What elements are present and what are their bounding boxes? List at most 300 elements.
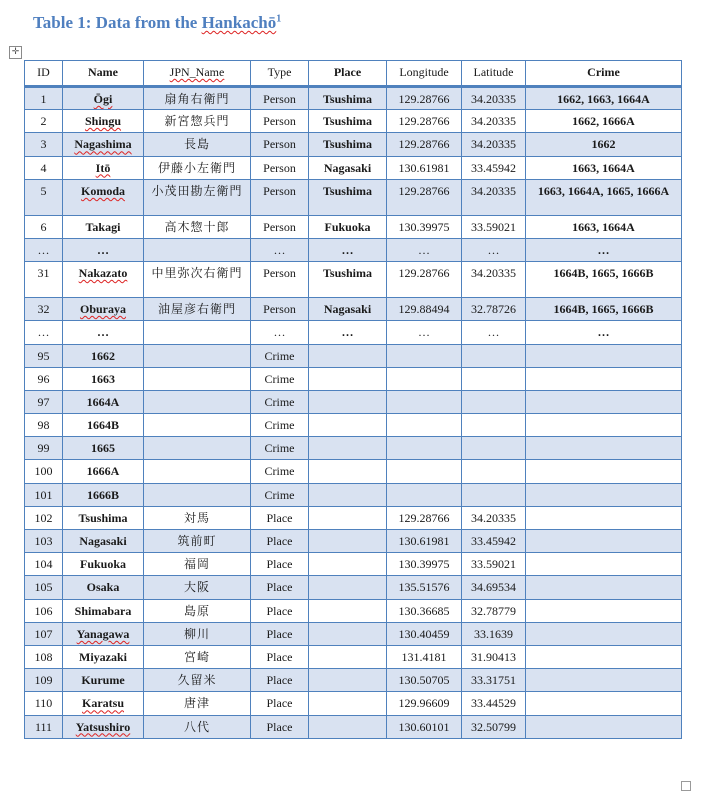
cell-longitude[interactable]: [387, 715, 462, 738]
cell-place[interactable]: [309, 298, 387, 321]
cell-id[interactable]: [25, 238, 63, 261]
cell-name[interactable]: [63, 437, 144, 460]
cell-jpn-name[interactable]: [144, 238, 251, 261]
cell-type[interactable]: [251, 87, 309, 110]
cell-type[interactable]: [251, 110, 309, 133]
cell-latitude-text: 33.31751: [471, 673, 516, 688]
cell-jpn-name-text: 柳川: [183, 626, 210, 641]
cell-type-text: Person: [263, 183, 296, 198]
table-row: [25, 262, 682, 298]
cell-crime[interactable]: [526, 156, 682, 179]
cell-longitude[interactable]: [387, 298, 462, 321]
data-table: [24, 60, 682, 739]
cell-crime-text: …: [597, 325, 610, 340]
cell-longitude-text: …: [418, 242, 430, 257]
cell-name[interactable]: [63, 298, 144, 321]
cell-id[interactable]: [25, 321, 63, 344]
cell-type[interactable]: [251, 553, 309, 576]
cell-place[interactable]: [309, 669, 387, 692]
cell-crime[interactable]: [526, 553, 682, 576]
cell-jpn-name[interactable]: [144, 87, 251, 110]
cell-jpn-name[interactable]: [144, 483, 251, 506]
cell-longitude[interactable]: [387, 599, 462, 622]
cell-longitude[interactable]: [387, 215, 462, 238]
cell-place[interactable]: [309, 576, 387, 599]
cell-latitude[interactable]: [462, 437, 526, 460]
header-id[interactable]: ID: [25, 61, 63, 87]
cell-latitude[interactable]: [462, 298, 526, 321]
cell-crime[interactable]: [526, 669, 682, 692]
cell-place[interactable]: [309, 367, 387, 390]
cell-jpn-name[interactable]: [144, 344, 251, 367]
cell-place[interactable]: [309, 506, 387, 529]
cell-id-text: …: [37, 325, 50, 340]
cell-jpn-name[interactable]: [144, 298, 251, 321]
cell-name[interactable]: [63, 110, 144, 133]
cell-id-text: 106: [34, 603, 53, 618]
cell-type-text: Person: [263, 160, 296, 175]
cell-name-text: 1665: [91, 441, 115, 456]
cell-longitude[interactable]: [387, 553, 462, 576]
cell-id[interactable]: [25, 298, 63, 321]
cell-jpn-name[interactable]: [144, 133, 251, 156]
cell-latitude[interactable]: [462, 344, 526, 367]
cell-type[interactable]: [251, 238, 309, 261]
cell-id[interactable]: [25, 715, 63, 738]
cell-jpn-name-text: 伊藤小左衛門: [157, 160, 236, 175]
cell-name-text: Shimabara: [74, 603, 132, 618]
cell-latitude-text: 33.44529: [471, 696, 516, 711]
header-latitude[interactable]: Latitude: [462, 61, 526, 87]
cell-type-text: Person: [263, 219, 296, 234]
cell-crime[interactable]: [526, 506, 682, 529]
cell-type[interactable]: [251, 133, 309, 156]
cell-jpn-name[interactable]: [144, 669, 251, 692]
header-name[interactable]: Name: [63, 61, 144, 87]
header-crime[interactable]: Crime: [526, 61, 682, 87]
cell-crime[interactable]: [526, 576, 682, 599]
cell-crime[interactable]: [526, 645, 682, 668]
cell-place[interactable]: [309, 645, 387, 668]
cell-crime[interactable]: [526, 344, 682, 367]
cell-longitude-text: 129.28766: [398, 183, 450, 198]
cell-id[interactable]: [25, 262, 63, 298]
cell-type-text: …: [273, 242, 286, 257]
cell-name[interactable]: [63, 414, 144, 437]
cell-id[interactable]: [25, 483, 63, 506]
cell-longitude-text: 129.28766: [398, 266, 450, 281]
cell-name[interactable]: [63, 215, 144, 238]
cell-type[interactable]: [251, 215, 309, 238]
cell-latitude[interactable]: [462, 599, 526, 622]
cell-id[interactable]: [25, 506, 63, 529]
cell-type[interactable]: [251, 437, 309, 460]
cell-place[interactable]: [309, 133, 387, 156]
cell-jpn-name-text: 高木惣十郎: [164, 219, 230, 234]
cell-longitude[interactable]: [387, 576, 462, 599]
cell-id[interactable]: [25, 110, 63, 133]
cell-latitude-text: 32.50799: [471, 719, 516, 734]
cell-type[interactable]: [251, 576, 309, 599]
cell-longitude-text: 129.28766: [398, 92, 450, 106]
cell-place[interactable]: [309, 321, 387, 344]
cell-type[interactable]: [251, 414, 309, 437]
cell-type[interactable]: [251, 390, 309, 413]
cell-crime[interactable]: [526, 460, 682, 483]
table-row: [25, 156, 682, 179]
cell-jpn-name[interactable]: [144, 715, 251, 738]
table-resize-handle-icon[interactable]: [681, 781, 691, 791]
cell-id-text: 4: [40, 160, 47, 175]
cell-place[interactable]: [309, 530, 387, 553]
cell-id-text: 109: [34, 673, 53, 688]
cell-latitude[interactable]: [462, 156, 526, 179]
cell-id[interactable]: [25, 344, 63, 367]
cell-latitude[interactable]: [462, 87, 526, 110]
cell-jpn-name[interactable]: [144, 622, 251, 645]
cell-type-text: …: [273, 325, 286, 340]
cell-type-text: Crime: [264, 371, 295, 386]
cell-name[interactable]: [63, 599, 144, 622]
cell-type[interactable]: [251, 530, 309, 553]
cell-id[interactable]: [25, 645, 63, 668]
cell-longitude[interactable]: [387, 692, 462, 715]
cell-place[interactable]: [309, 599, 387, 622]
cell-crime[interactable]: [526, 530, 682, 553]
cell-id[interactable]: [25, 215, 63, 238]
cell-jpn-name[interactable]: [144, 437, 251, 460]
cell-longitude-text: 130.61981: [398, 534, 450, 548]
cell-name[interactable]: [63, 321, 144, 344]
cell-jpn-name[interactable]: [144, 179, 251, 215]
cell-id[interactable]: [25, 156, 63, 179]
cell-jpn-name-text: 対馬: [183, 510, 210, 525]
cell-type[interactable]: [251, 669, 309, 692]
cell-crime[interactable]: [526, 110, 682, 133]
table-row: [25, 460, 682, 483]
cell-id[interactable]: [25, 437, 63, 460]
cell-longitude[interactable]: [387, 645, 462, 668]
cell-id[interactable]: [25, 414, 63, 437]
cell-longitude[interactable]: [387, 414, 462, 437]
cell-latitude-text: 34.20335: [471, 183, 516, 198]
cell-jpn-name[interactable]: [144, 414, 251, 437]
cell-name-text: Miyazaki: [79, 649, 127, 664]
cell-longitude[interactable]: [387, 460, 462, 483]
cell-jpn-name[interactable]: [144, 156, 251, 179]
cell-id[interactable]: [25, 179, 63, 215]
table-row: [25, 367, 682, 390]
cell-longitude[interactable]: [387, 238, 462, 261]
cell-longitude[interactable]: [387, 156, 462, 179]
cell-type[interactable]: [251, 367, 309, 390]
cell-name[interactable]: [63, 367, 144, 390]
cell-name[interactable]: [63, 390, 144, 413]
cell-name[interactable]: [63, 645, 144, 668]
cell-jpn-name[interactable]: [144, 599, 251, 622]
cell-id[interactable]: [25, 692, 63, 715]
cell-place[interactable]: [309, 110, 387, 133]
cell-jpn-name-text: 新宮惣兵門: [164, 114, 230, 129]
cell-latitude[interactable]: [462, 390, 526, 413]
cell-longitude[interactable]: [387, 179, 462, 215]
cell-id[interactable]: [25, 530, 63, 553]
cell-latitude[interactable]: [462, 645, 526, 668]
cell-name[interactable]: [63, 133, 144, 156]
cell-longitude[interactable]: [387, 344, 462, 367]
cell-name-text: 1663: [91, 371, 115, 386]
cell-id-text: …: [37, 242, 50, 257]
cell-jpn-name[interactable]: [144, 262, 251, 298]
cell-crime[interactable]: [526, 599, 682, 622]
cell-crime-text: 1662: [591, 137, 616, 152]
cell-latitude[interactable]: [462, 179, 526, 215]
cell-jpn-name[interactable]: [144, 576, 251, 599]
cell-place[interactable]: [309, 156, 387, 179]
table-row: [25, 483, 682, 506]
cell-latitude[interactable]: [462, 506, 526, 529]
cell-latitude[interactable]: [462, 692, 526, 715]
cell-jpn-name[interactable]: [144, 367, 251, 390]
cell-crime-text: 1664B, 1665, 1666B: [553, 266, 654, 281]
cell-name-text: Tsushima: [78, 510, 128, 525]
cell-longitude-text: 130.39975: [398, 219, 450, 234]
cell-jpn-name[interactable]: [144, 321, 251, 344]
cell-name-text: Nagasaki: [79, 534, 127, 548]
cell-type[interactable]: [251, 179, 309, 215]
cell-name[interactable]: [63, 692, 144, 715]
cell-jpn-name[interactable]: [144, 390, 251, 413]
cell-longitude[interactable]: [387, 133, 462, 156]
cell-latitude[interactable]: [462, 553, 526, 576]
cell-name[interactable]: [63, 530, 144, 553]
cell-crime[interactable]: [526, 215, 682, 238]
cell-jpn-name-text: 島原: [183, 603, 210, 618]
cell-longitude-text: 129.96609: [398, 696, 450, 711]
cell-longitude[interactable]: [387, 390, 462, 413]
cell-longitude[interactable]: [387, 669, 462, 692]
cell-id[interactable]: [25, 576, 63, 599]
cell-id[interactable]: [25, 599, 63, 622]
cell-crime[interactable]: [526, 179, 682, 215]
cell-longitude[interactable]: [387, 530, 462, 553]
cell-type-text: Person: [263, 266, 296, 281]
cell-latitude[interactable]: [462, 215, 526, 238]
cell-place[interactable]: [309, 215, 387, 238]
cell-place-text: Tsushima: [323, 137, 372, 152]
cell-name[interactable]: [63, 622, 144, 645]
cell-name[interactable]: [63, 506, 144, 529]
header-type[interactable]: Type: [251, 61, 309, 87]
cell-id-text: 107: [34, 626, 53, 641]
cell-id[interactable]: [25, 622, 63, 645]
cell-place[interactable]: [309, 483, 387, 506]
cell-crime[interactable]: [526, 298, 682, 321]
cell-latitude-text: 33.45942: [471, 160, 516, 175]
cell-crime[interactable]: [526, 483, 682, 506]
cell-latitude[interactable]: [462, 262, 526, 298]
cell-jpn-name[interactable]: [144, 110, 251, 133]
cell-place[interactable]: [309, 437, 387, 460]
cell-latitude[interactable]: [462, 110, 526, 133]
cell-latitude[interactable]: [462, 321, 526, 344]
cell-jpn-name[interactable]: [144, 460, 251, 483]
cell-name[interactable]: [63, 156, 144, 179]
cell-type[interactable]: [251, 321, 309, 344]
cell-place[interactable]: [309, 692, 387, 715]
cell-place[interactable]: [309, 715, 387, 738]
cell-type[interactable]: [251, 460, 309, 483]
cell-crime[interactable]: [526, 262, 682, 298]
cell-place[interactable]: [309, 238, 387, 261]
cell-name[interactable]: [63, 553, 144, 576]
cell-id[interactable]: [25, 133, 63, 156]
cell-type[interactable]: [251, 344, 309, 367]
cell-crime[interactable]: [526, 715, 682, 738]
cell-latitude-text: …: [487, 242, 500, 257]
cell-place[interactable]: [309, 179, 387, 215]
cell-crime[interactable]: [526, 622, 682, 645]
cell-place-text: Tsushima: [323, 183, 372, 198]
cell-type[interactable]: [251, 692, 309, 715]
cell-latitude[interactable]: [462, 238, 526, 261]
cell-longitude[interactable]: [387, 262, 462, 298]
cell-latitude-text: 31.90413: [471, 649, 516, 664]
cell-longitude[interactable]: [387, 506, 462, 529]
cell-type-text: Place: [266, 580, 293, 595]
cell-longitude-text: 130.36685: [398, 603, 450, 618]
cell-name-text: Takagi: [85, 219, 121, 234]
cell-type-text: Place: [266, 534, 293, 548]
table-row: [25, 390, 682, 413]
cell-crime[interactable]: [526, 692, 682, 715]
cell-type[interactable]: [251, 506, 309, 529]
cell-crime[interactable]: [526, 390, 682, 413]
cell-longitude[interactable]: [387, 437, 462, 460]
cell-longitude-text: 129.28766: [398, 114, 450, 129]
cell-jpn-name-text: 中里弥次右衛門: [151, 266, 243, 281]
footnote-ref[interactable]: 1: [276, 13, 282, 25]
cell-crime-text: 1663, 1664A: [572, 160, 635, 175]
cell-latitude[interactable]: [462, 715, 526, 738]
cell-latitude[interactable]: [462, 669, 526, 692]
cell-name[interactable]: [63, 483, 144, 506]
table-row: [25, 506, 682, 529]
cell-type[interactable]: [251, 298, 309, 321]
cell-name[interactable]: [63, 460, 144, 483]
cell-id[interactable]: [25, 390, 63, 413]
cell-longitude[interactable]: [387, 110, 462, 133]
header-longitude[interactable]: Longitude: [387, 61, 462, 87]
cell-name[interactable]: [63, 576, 144, 599]
cell-latitude[interactable]: [462, 414, 526, 437]
cell-longitude[interactable]: [387, 321, 462, 344]
cell-type[interactable]: [251, 483, 309, 506]
cell-crime[interactable]: [526, 437, 682, 460]
cell-name[interactable]: [63, 179, 144, 215]
cell-longitude-text: 131.4181: [401, 649, 447, 664]
cell-latitude[interactable]: [462, 133, 526, 156]
cell-name[interactable]: [63, 87, 144, 110]
cell-crime[interactable]: [526, 321, 682, 344]
cell-place[interactable]: [309, 262, 387, 298]
cell-latitude[interactable]: [462, 483, 526, 506]
cell-crime[interactable]: [526, 367, 682, 390]
cell-place[interactable]: [309, 622, 387, 645]
cell-id[interactable]: [25, 460, 63, 483]
cell-jpn-name[interactable]: [144, 692, 251, 715]
cell-name[interactable]: [63, 715, 144, 738]
cell-name[interactable]: [63, 669, 144, 692]
cell-latitude[interactable]: [462, 460, 526, 483]
cell-crime[interactable]: [526, 414, 682, 437]
cell-name[interactable]: [63, 262, 144, 298]
table-row: [25, 645, 682, 668]
cell-jpn-name[interactable]: [144, 645, 251, 668]
cell-crime[interactable]: [526, 133, 682, 156]
cell-id[interactable]: [25, 669, 63, 692]
cell-type[interactable]: [251, 156, 309, 179]
cell-longitude[interactable]: [387, 483, 462, 506]
cell-jpn-name[interactable]: [144, 215, 251, 238]
cell-crime[interactable]: [526, 238, 682, 261]
cell-place[interactable]: [309, 87, 387, 110]
table-row: [25, 553, 682, 576]
cell-place[interactable]: [309, 553, 387, 576]
cell-place[interactable]: [309, 414, 387, 437]
table-row: [25, 133, 682, 156]
cell-latitude[interactable]: [462, 530, 526, 553]
cell-name-text: …: [97, 242, 109, 257]
cell-id[interactable]: [25, 553, 63, 576]
cell-place[interactable]: [309, 344, 387, 367]
header-jpn-name[interactable]: JPN_Name: [144, 61, 251, 87]
cell-latitude[interactable]: [462, 576, 526, 599]
cell-latitude-text: 32.78779: [471, 603, 516, 618]
cell-jpn-name[interactable]: [144, 530, 251, 553]
cell-longitude[interactable]: [387, 367, 462, 390]
cell-type[interactable]: [251, 645, 309, 668]
cell-longitude[interactable]: [387, 622, 462, 645]
cell-id-text: 99: [37, 441, 50, 456]
cell-jpn-name[interactable]: [144, 506, 251, 529]
cell-type[interactable]: [251, 262, 309, 298]
table-move-handle-icon[interactable]: ✛: [9, 46, 22, 59]
cell-jpn-name[interactable]: [144, 553, 251, 576]
cell-type[interactable]: [251, 622, 309, 645]
cell-latitude[interactable]: [462, 367, 526, 390]
cell-type[interactable]: [251, 715, 309, 738]
table-row: [25, 87, 682, 110]
cell-place-text: Fukuoka: [324, 219, 371, 234]
cell-id[interactable]: [25, 87, 63, 110]
cell-latitude[interactable]: [462, 622, 526, 645]
cell-crime[interactable]: [526, 87, 682, 110]
cell-name[interactable]: [63, 238, 144, 261]
cell-place[interactable]: [309, 460, 387, 483]
cell-latitude-text: 33.1639: [474, 626, 513, 641]
cell-longitude[interactable]: [387, 87, 462, 110]
cell-id[interactable]: [25, 367, 63, 390]
header-place[interactable]: Place: [309, 61, 387, 87]
table-row: [25, 692, 682, 715]
cell-place[interactable]: [309, 390, 387, 413]
cell-type-text: Person: [263, 92, 296, 106]
cell-name[interactable]: [63, 344, 144, 367]
cell-type[interactable]: [251, 599, 309, 622]
table-row: [25, 238, 682, 261]
cell-type-text: Crime: [264, 348, 295, 363]
